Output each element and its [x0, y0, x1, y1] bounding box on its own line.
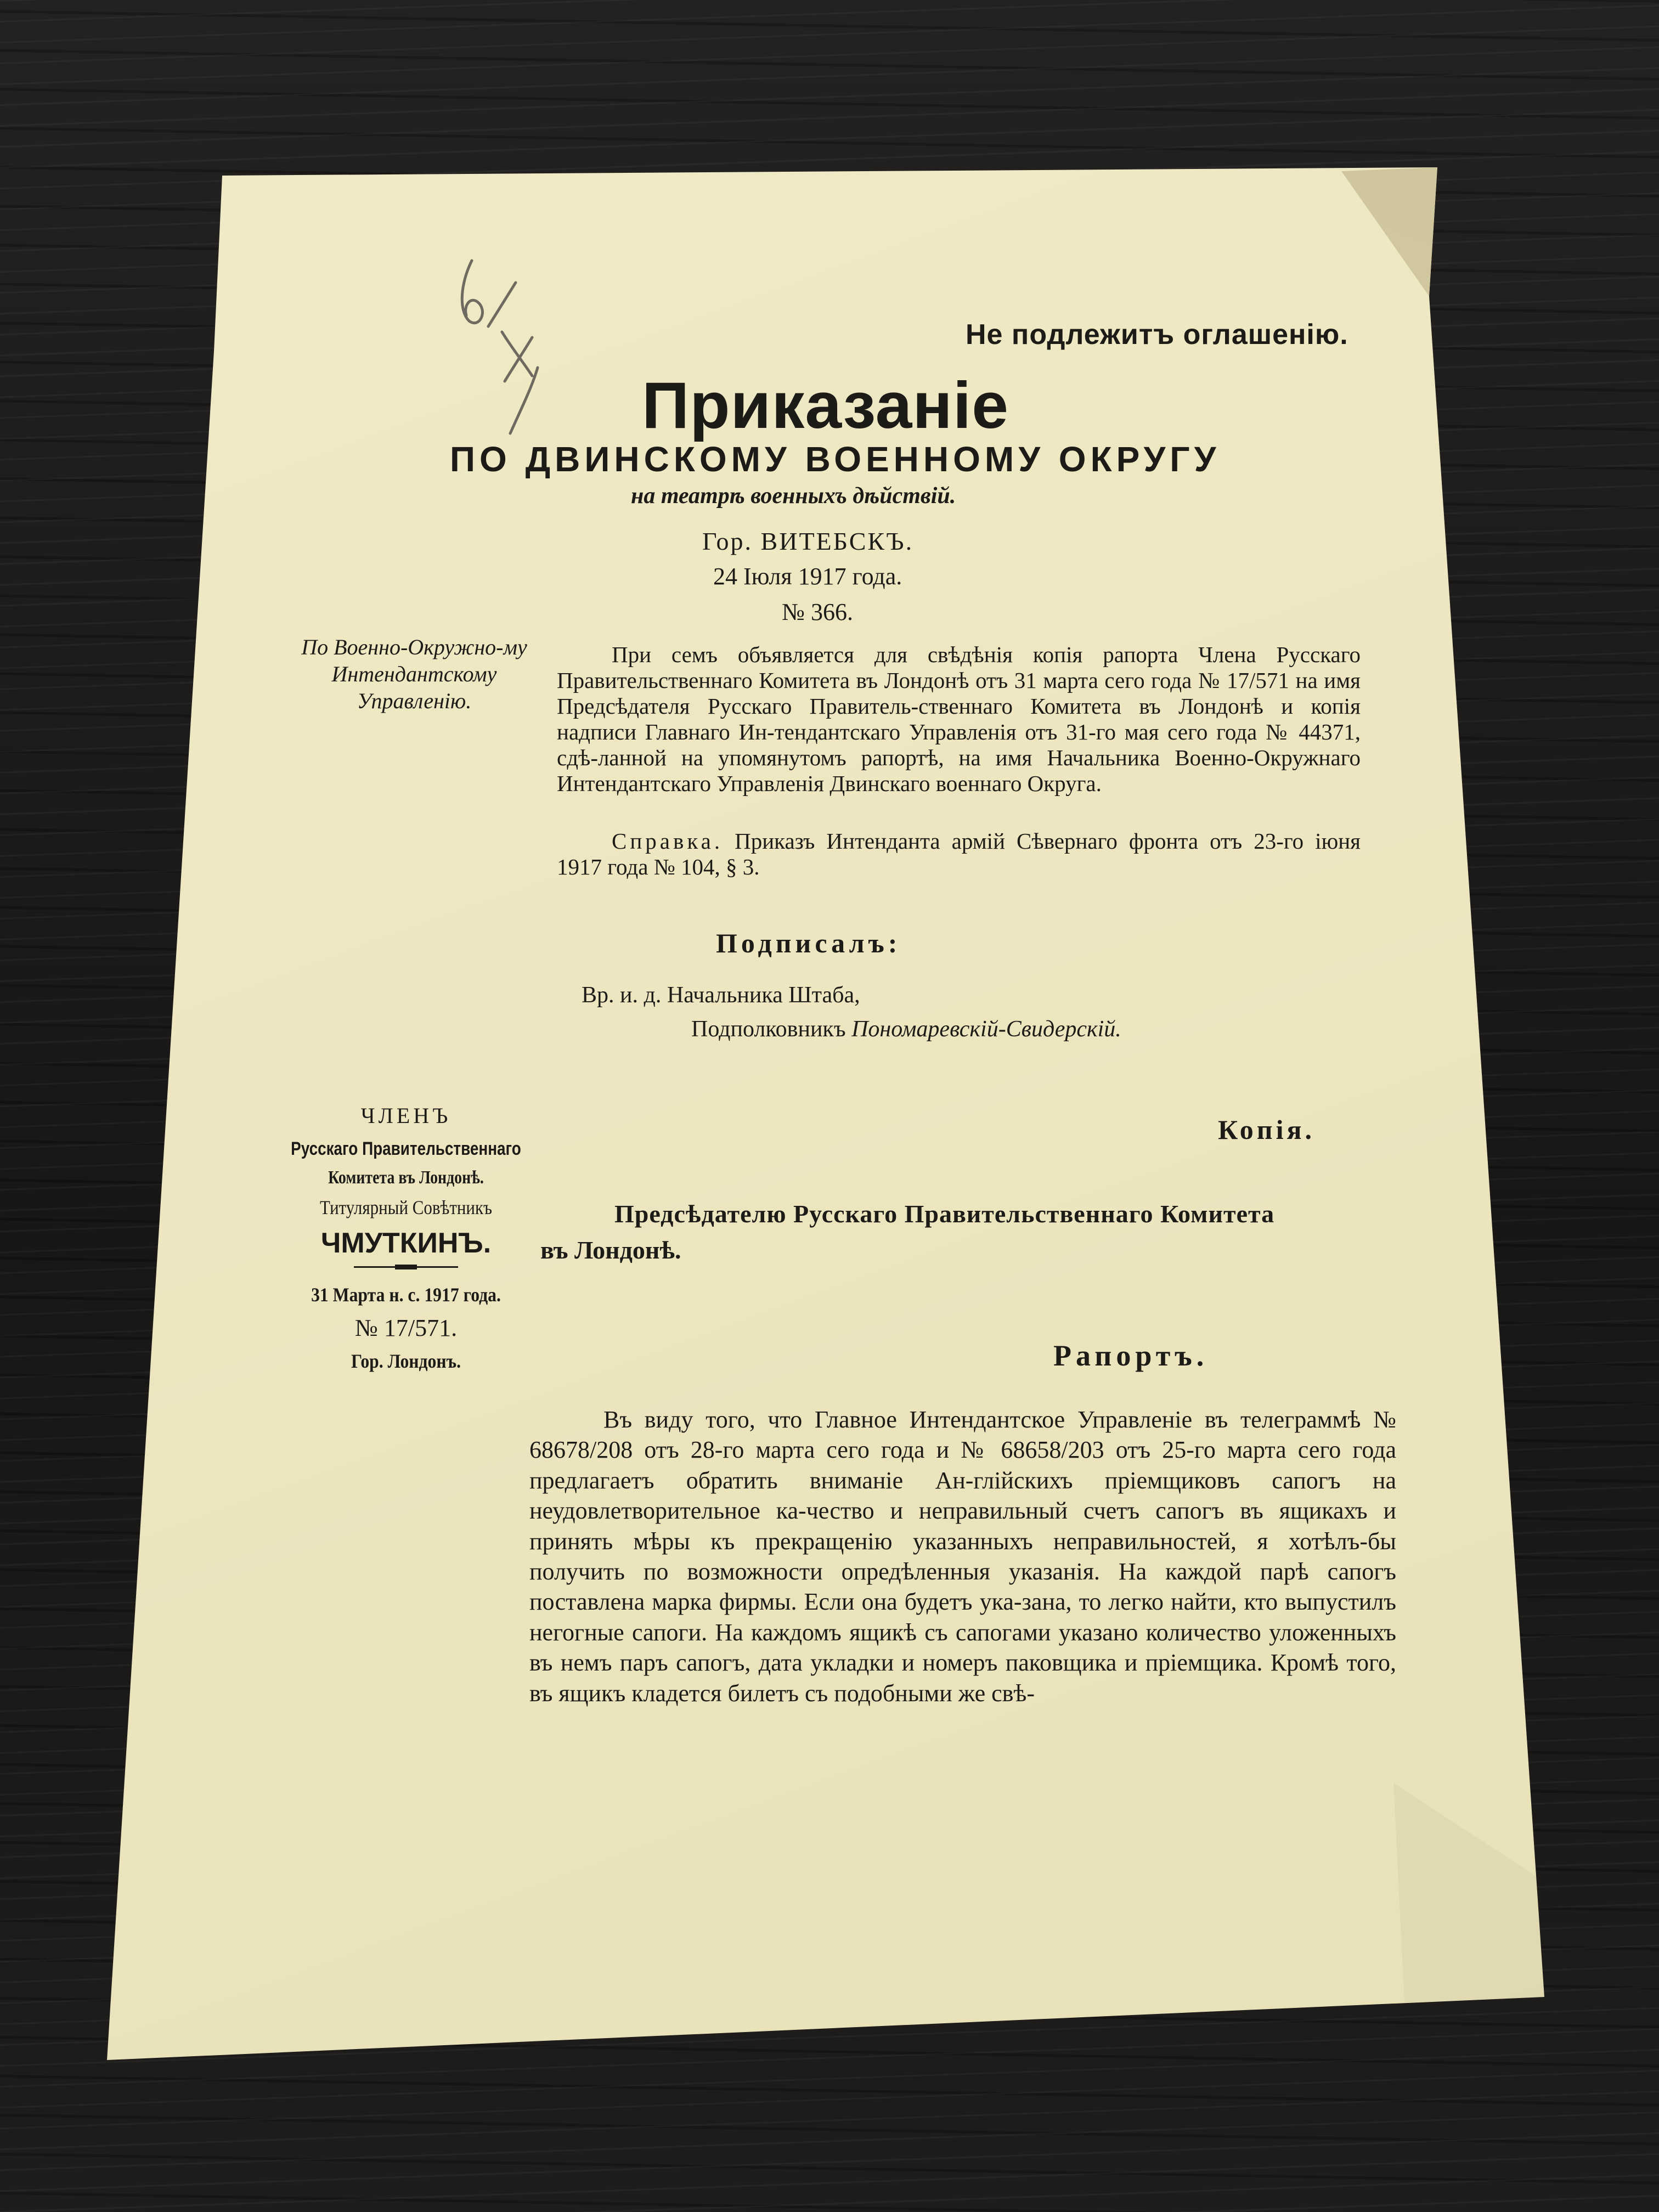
sender-name: ЧМУТКИНЪ. — [320, 1227, 492, 1259]
reference-text: Приказъ Интенданта армій Сѣвернаго фронта отъ 23-го іюня 1917 года № 104, § 3. — [557, 828, 1361, 879]
sender-number: № 17/571. — [354, 1314, 458, 1341]
sender-date: 31 Марта н. с. 1917 года. — [311, 1284, 501, 1306]
sender-block — [252, 1103, 560, 1373]
addressee-line-2: въ Лондонѣ. — [540, 1236, 681, 1264]
signature-name: Пономаревскій-Свидерскій. — [851, 1017, 1121, 1042]
document-title: Приказаніе — [642, 369, 1009, 442]
sender-divider — [354, 1266, 458, 1268]
signature-rank: Подполковникъ — [691, 1017, 846, 1042]
signed-label: Подписалъ: — [716, 928, 901, 958]
sender-rank: Титулярный Совѣтникъ — [319, 1197, 493, 1218]
signature-name-line — [691, 1016, 1121, 1042]
signature-position: Вр. и. д. Начальника Штаба, — [582, 983, 860, 1008]
addressee-line-1: Предсѣдателю Русскаго Правительственнаго Комитета — [614, 1200, 1275, 1228]
report-text: Въ виду того, что Главное Интендантское Управленіе въ телеграммѣ № 68678/208 отъ 28-го марта сего года и № 68658/203 отъ 25-го марта сего года предлагаетъ обратить вниманіе Ан-глійскихъ пріемщиковъ сапогъ на неудовлетворительное ка-чество и неправильный счетъ сапогъ въ ящикахъ и принять мѣры къ прекращенію указанныхъ неправильностей, я хотѣлъ-бы получить по возможности опредѣленныя указанія. На каждой парѣ сапогъ поставлена марка фирмы. Если она будетъ ука-зана, то легко найти, кто выпустилъ негогные сапоги. На каждомъ ящикѣ съ сапогами указано количество уложенныхъ въ немъ паръ сапогъ, дата укладки и номеръ паковщика и пріемщика. Кромѣ того, въ ящикъ кладется билетъ съ подобными же свѣ- — [529, 1406, 1396, 1707]
order-reference-line — [557, 828, 1361, 880]
document-number: № 366. — [782, 599, 853, 625]
document-date: 24 Іюля 1917 года. — [713, 563, 902, 590]
report-body — [529, 1404, 1396, 1708]
addressee — [540, 1196, 1385, 1268]
document-subtitle: ПО ДВИНСКОМУ ВОЕННОМУ ОКРУГУ — [450, 439, 1221, 479]
report-title: Рапортъ. — [1053, 1339, 1209, 1372]
reference-label: Справка. — [612, 828, 724, 854]
order-paragraph — [557, 642, 1361, 797]
sender-title: ЧЛЕНЪ — [360, 1103, 452, 1128]
order-text: При семъ объявляется для свѣдѣнія копія рапорта Члена Русскаго Правительственнаго Комитета въ Лондонѣ отъ 31 марта сего года № 17/571 на имя Предсѣдателя Русскаго Правитель-ственнаго Комитета въ Лондонѣ и копія надписи Главнаго Ин-тендантскаго Управленія отъ 31-го мая сего года № 44371, сдѣ-ланной на упомянутомъ рапортѣ, на имя Начальника Военно-Окружнаго Интендантскаго Управленія Двинскаго военнаго Округа. — [557, 642, 1361, 796]
handwritten-mark — [450, 250, 571, 442]
document-city: Гор. ВИТЕБСКЪ. — [702, 527, 914, 555]
order-reference — [557, 828, 1361, 880]
sender-city: Гор. Лондонъ. — [351, 1350, 461, 1372]
document-subtitle-secondary: на театрѣ военныхъ дѣйствій. — [631, 483, 956, 509]
margin-note: По Военно-Окружно-му Интендантскому Управленію. — [301, 635, 527, 713]
confidential-stamp: Не подлежитъ оглашенію. — [966, 319, 1348, 351]
sender-committee: Русскаго Правительственнаго — [291, 1138, 521, 1159]
sender-committee-city: Комитета въ Лондонѣ. — [328, 1167, 484, 1188]
copy-label: Копія. — [1218, 1114, 1316, 1145]
